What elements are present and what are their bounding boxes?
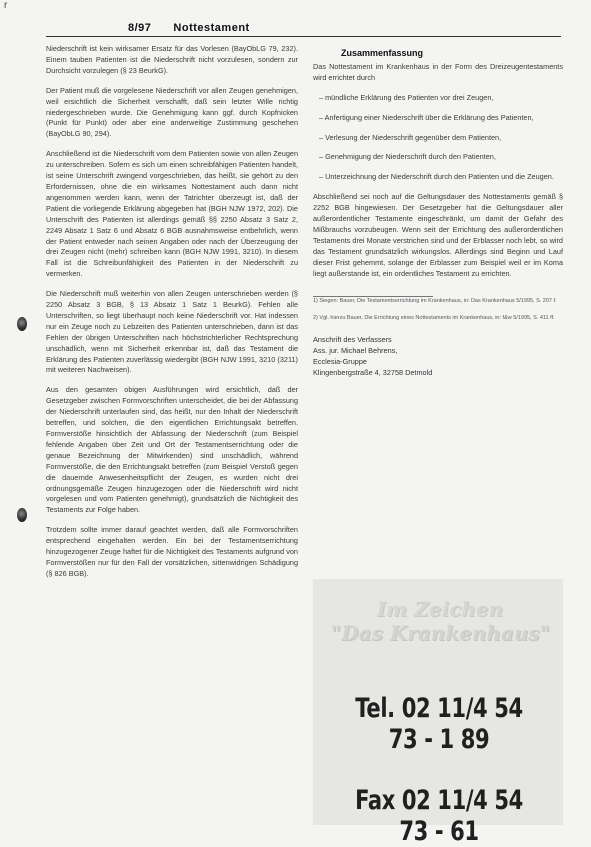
left-column (46, 44, 298, 589)
summary-item: – Genehmigung der Niederschrift durch den Patienten, (319, 152, 496, 162)
paragraph: Anschließend ist die Niederschrift vom dem Patienten sowie von allen Zeugen zu unterschreiben. Sofern es sich um einen schreibfähigen Patienten handelt, ist seine Unterschrift zwingend vorgeschrieben, das heißt, sie gehört zu den Erfordernissen, ohne die ein wirksames Nottestament auch dann nicht angenommen werden kann, wenn der Tatrichter überzeugt ist, daß der Patient die vorliegende Erklärung abgegeben hat (BGH NJW 1972, 202). Die Unterschrift des Patienten ist allerdings gemäß §§ 2250 Absatz 3 Satz 2, 2249 Absatz 1 Satz 6 und Absatz 6 BGB ausnahmsweise entbehrlich, wenn der Patient entweder nach seinen Angaben oder nach der Überzeugung der drei Zeugen nicht (mehr) schreiben kann (BGH NJW 1991, 3210). In diesem Fall ist die Schreibunfähigkeit des Patienten in der Niederschrift zu vermerken. (46, 149, 298, 279)
author-address (313, 334, 563, 378)
ad-telephone: Tel. 02 11/4 54 73 - 1 89 (355, 693, 523, 755)
ad-fax: Fax 02 11/4 54 73 - 61 (355, 785, 523, 847)
author-name: Ass. jur. Michael Behrens, (313, 345, 398, 355)
ad-slogan: Im Zeichen (376, 597, 504, 621)
footnote: 2) Vgl. hierzu Bauer, Die Errichtung eines Nottestaments im Krankenhaus, in: f&w 5/1995, S. 411 ff. (313, 314, 555, 321)
ad-slogan: "Das Krankenhaus" (330, 621, 551, 645)
paragraph: Die Niederschrift muß weiterhin von allen Zeugen unterschrieben werden (§ 2250 Absatz 3 BGB, § 13 Absatz 1 Satz 1 BeurkG). Fehlen alle Unterschriften, so liegt überhaupt noch keine Niederschrift vor. Hat indessen nur ein Zeuge noch zu Lebzeiten des Patienten unterschrieben, dann ist das Fehlen der übrigen Unterschriften nach höchstrichterlicher Rechtsprechung unschädlich, wenn mit Sicherheit erkennbar ist, daß das Testament die Erklärung des Patienten zuverlässig wiedergibt (BGH NJW 1991, 3210 (3211) mit weiteren Nachweisen). (46, 289, 298, 375)
author-org: Ecclesia-Gruppe (313, 356, 367, 366)
footnote: 1) Siegen: Bauer, Die Testamentserrichtung im Krankenhaus, in: Das Krankenhaus 5/1995, S. 207 f. (313, 297, 557, 304)
advertisement (313, 579, 563, 847)
closing-paragraph: Abschließend sei noch auf die Geltungsdauer des Nottestaments gemäß § 2252 BGB hingewiesen. Der Gesetzgeber hat die Geltungsdauer aller außerordentlicher Testamente eingeschränkt, um damit der Gefahr des Mißbrauchs vorzubeugen. Wenn seit der Errichtung des außerordentlichen Testaments drei Monate verstrichen sind und der Erblasser noch lebt, so wird das Testament grundsätzlich wirkungslos. Allerdings sind Beginn und Lauf dieser Frist gehemmt, solange der Erblasser zum Beispiel weil er im Koma liegt außerstande ist, ein ordentliches Testament zu errichten. (313, 192, 563, 278)
punch-hole (17, 508, 27, 522)
paragraph: Trotzdem sollte immer darauf geachtet werden, daß alle Formvorschriften entsprechend eingehalten werden. Ein bei der Testamentserrichtung hinzugezogener Zeuge haftet für die Nichtigkeit des Testaments aufgrund von Formverstößen nur für den Fall der vorsätzlichen, sittenwidrigen Schädigung (§ 826 BGB). (46, 525, 298, 578)
paragraph: Aus den gesamten obigen Ausführungen wird ersichtlich, daß der Gesetzgeber zwischen Formvorschriften unterscheidet, die bei der Abfassung der Niederschrift unterlaufen sind, das heißt, nur den Inhalt der Niederschrift betreffen, und solchen, die den eigentlichen Errichtungsakt betreffen. Formverstöße hinsichtlich der Abfassung der Niederschrift (zum Beispiel fehlende Angaben über Zeit und Ort der Testamentserrichtung oder die genaue Bezeichnung der Mitwirkenden) sind unschädlich, während Formverstöße, die den Errichtungsakt betreffen (zum Beispiel Verstoß gegen die dauernde Anwesenheitspflicht der Zeugen, es wurden nicht drei ordnungsgemäße Zeugen hinzugezogen oder die Niederschrift wird nicht vorgelesen und vom Patienten genehmigt), grundsätzlich die Nichtigkeit des Testaments zur Folge haben. (46, 385, 298, 515)
right-column (313, 44, 563, 378)
summary-item: – Unterzeichnung der Niederschrift durch den Patienten und die Zeugen. (319, 172, 554, 182)
summary-heading: Zusammenfassung (341, 48, 424, 58)
corner-mark: r (4, 0, 8, 11)
page-header (128, 22, 250, 34)
author-label: Anschrift des Verfassers (313, 334, 392, 344)
header-rule (46, 36, 561, 37)
paragraph: Der Patient muß die vorgelesene Niederschrift vor allen Zeugen genehmigen, weil ersichtlich die Sicherheit verschafft, daß sein letzter Wille richtig niedergeschrieben wurde. Die Genehmigung kann ggf. durch Kopfnicken (Punkt für Punkt) oder aber eine anderweitige Zustimmung geschehen (BayObLG 90, 294). (46, 85, 298, 139)
summary-item: – Verlesung der Niederschrift gegenüber dem Patienten, (319, 132, 502, 142)
page-title: Nottestament (173, 22, 250, 34)
summary-item: – mündliche Erklärung des Patienten vor drei Zeugen, (319, 92, 494, 102)
paragraph: Niederschrift ist kein wirksamer Ersatz für das Vorlesen (BayObLG 79, 232). Einem tauben Patienten ist die Niederschrift nicht vorzulesen, sondern zur Durchsicht vorzulegen (§ 23 BeurkG). (46, 44, 298, 75)
summary-item: – Anfertigung einer Niederschrift über die Erklärung des Patienten, (319, 112, 534, 122)
author-street: Klingenbergstraße 4, 32758 Detmold (313, 367, 433, 377)
issue-number: 8/97 (128, 22, 152, 34)
summary-intro: Das Nottestament im Krankenhaus in der Form des Dreizeugentestaments wird errichtet durch (313, 61, 563, 82)
punch-hole (17, 317, 27, 331)
